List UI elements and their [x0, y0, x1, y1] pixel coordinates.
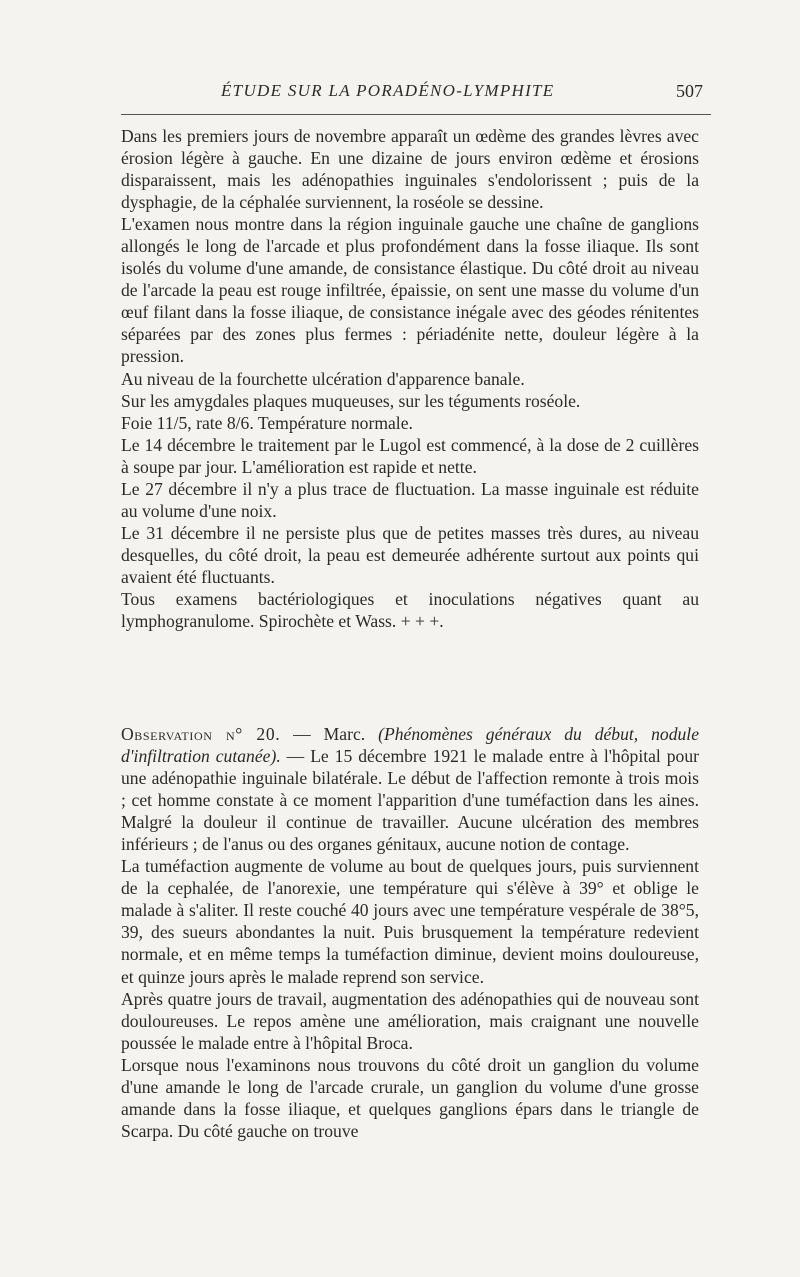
paragraph: Au niveau de la fourchette ulcération d'apparence banale.: [121, 368, 525, 389]
paragraph: La tuméfaction augmente de volume au bout de quelques jours, puis surviennent de la cephalée, de l'anorexie, une température qui s'élève à 39° et oblige le malade à s'aliter. Il reste couché 40 jours avec une température vespérale de 38°5, 39, des sueurs abondantes la nuit. Puis brusquement la température redevient normale, et en même temps la tuméfaction diminue, devient moins douloureuse, et quinze jours après le malade reprend son service.: [121, 856, 699, 987]
paragraph: Sur les amygdales plaques muqueuses, sur les téguments roséole.: [121, 390, 581, 411]
paragraph: Le 27 décembre il n'y a plus trace de fluctuation. La masse inguinale est réduite au volume d'une noix.: [121, 478, 699, 521]
paragraph: Le 31 décembre il ne persiste plus que de petites masses très dures, au niveau desquelles, du côté droit, la peau est demeurée adhérente surtout aux points qui avaient été fluctuants.: [121, 522, 699, 587]
paragraph: Le 14 décembre le traitement par le Lugol est commencé, à la dose de 2 cuillères à soupe par jour. L'amélioration est rapide et nette.: [121, 434, 699, 477]
page-header: [121, 81, 711, 105]
observation-dash: — Marc.: [280, 724, 379, 744]
paragraph: Après quatre jours de travail, augmentation des adénopathies qui de nouveau sont douloureuses. Le repos amène une amélioration, mais craignant une nouvelle poussée le malade entre à l'hôpital Broca.: [121, 988, 699, 1053]
paragraph: Foie 11/5, rate 8/6. Température normale.: [121, 412, 413, 433]
case-continuation: [121, 125, 699, 632]
page-number: 507: [676, 81, 703, 101]
observation-label: Observation n° 20.: [121, 724, 281, 744]
header-rule: [121, 114, 711, 115]
observation-title: (Phénomènes généraux du début, nodule d'infiltration cutanée).: [121, 724, 699, 767]
paragraph: L'examen nous montre dans la région inguinale gauche une chaîne de ganglions allongés le long de l'arcade et plus profondément dans la fosse iliaque. Ils sont isolés du volume d'une amande, de consistance élastique. Du côté droit au niveau de l'arcade la peau est rouge infiltrée, épaissie, on sent une masse du volume d'un œuf filant dans la fosse iliaque, de consistance inégale avec des géodes rénitentes séparées par des zones plus fermes : périadénite nette, douleur légère à la pression.: [121, 214, 699, 367]
paragraph: Tous examens bactériologiques et inoculations négatives quant au lymphogranulome. Spirochète et Wass. + + +.: [121, 588, 699, 632]
running-title: ÉTUDE SUR LA PORADÉNO-LYMPHITE: [221, 81, 555, 100]
observation-first-paragraph: [121, 723, 699, 855]
observation-text: — Le 15 décembre 1921 le malade entre à l'hôpital pour une adénopathie inguinale bilatérale. Le début de l'affection remonte à trois mois ; cet homme constate à ce moment l'apparition d'une tuméfaction dans les aines. Malgré la douleur il continue de travailler. Aucune ulcération des membres inférieurs ; de l'anus ou des organes génitaux, aucune notion de contage.: [121, 746, 699, 855]
observation-20: [121, 723, 699, 1142]
paragraph: Lorsque nous l'examinons nous trouvons du côté droit un ganglion du volume d'une amande le long de l'arcade crurale, un ganglion du volume d'une grosse amande dans la fosse iliaque, et quelques ganglions épars dans le triangle de Scarpa. Du côté gauche on trouve: [121, 1054, 699, 1141]
paragraph: Dans les premiers jours de novembre apparaît un œdème des grandes lèvres avec érosion légère à gauche. En une dizaine de jours environ œdème et érosions disparaissent, mais les adénopathies inguinales s'endolorissent ; puis de la dysphagie, de la céphalée surviennent, la roséole se dessine.: [121, 126, 699, 213]
